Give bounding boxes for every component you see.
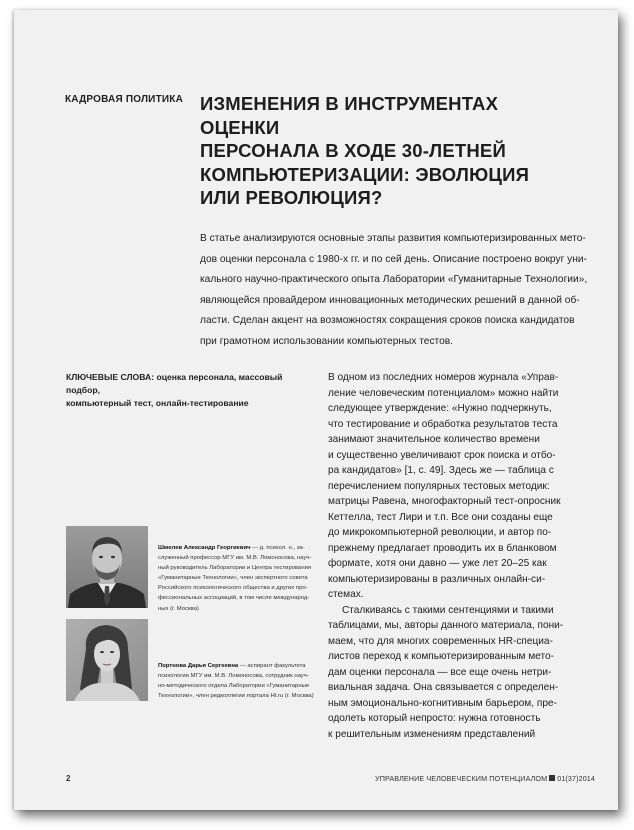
author-bio-shmelev: [158, 543, 328, 614]
bio-line: фессиональных ассоциаций, в том числе международ-: [158, 595, 310, 602]
body-line: прежнему предлагает проводить их в бланковом: [328, 542, 557, 554]
bio-line: «Гуманитарные Технологии», член экспертного совета: [158, 575, 308, 582]
lead-line: при грамотном использовании компьютерных тестов.: [200, 335, 454, 347]
article-lead: [200, 229, 588, 353]
bio-line: [158, 543, 328, 553]
keywords-line: компьютерный тест, онлайн-тестирование: [66, 398, 249, 408]
title-line: ПЕРСОНАЛА В ХОДЕ 30-ЛЕТНЕЙ: [200, 140, 506, 161]
bio-line: [158, 661, 328, 671]
body-line: виальная задача. Она связывается с определен-: [328, 682, 559, 693]
bio-text: — д. психол. н., за-: [250, 545, 305, 551]
author-name: Портнова Дарья Сергеевна: [158, 663, 239, 669]
page-number: 2: [66, 774, 71, 783]
bio-line: психологии МГУ им. М.В. Ломоносова, сотрудник науч-: [158, 673, 309, 680]
author-bio-portnova: [158, 661, 328, 701]
journal-name: УПРАВЛЕНИЕ ЧЕЛОВЕЧЕСКИМ ПОТЕНЦИАЛОМ: [375, 774, 548, 783]
body-paragraph-2: [328, 603, 590, 743]
article-body: [328, 370, 590, 742]
title-line: ИЛИ РЕВОЛЮЦИЯ?: [200, 187, 383, 208]
body-line: Сталкиваясь с такими сентенциями и такими: [342, 604, 554, 616]
body-line: матрицы Равена, многофакторный тест-опросник: [328, 496, 561, 507]
article-title: [200, 92, 580, 210]
body-line: и существенно увеличивают срок поиска и отбо-: [328, 449, 556, 461]
body-line: одолеть который непросто: нужна готовность: [328, 713, 541, 724]
lead-line: дов оценки персонала с 1980-х гг. и по сей день. Описание построено вокруг уни-: [200, 253, 587, 265]
body-line: компьютеризированы в различных онлайн-си-: [328, 573, 546, 585]
journal-footer: [375, 774, 595, 783]
bio-line: Технологии», член редколлегии портала Ht.ru (г. Москва): [158, 693, 314, 700]
body-line: ным эмоционально-когнитивным барьером, пре-: [328, 697, 557, 709]
lead-line: кального научно-практического опыта Лаборатории «Гуманитарные Технологии»,: [200, 274, 588, 286]
body-line: до микрокомпьютерной революции, и автор по-: [328, 527, 552, 538]
lead-line: В статье анализируются основные этапы развития компьютеризированных мето-: [200, 233, 586, 244]
body-line: следующее утверждение: «Нужно подчеркнуть,: [328, 403, 552, 414]
body-paragraph-1: [328, 370, 590, 603]
section-label: КАДРОВАЯ ПОЛИТИКА: [65, 94, 183, 105]
keywords: [66, 371, 306, 410]
author-photo-portnova: [66, 619, 148, 701]
body-line: Кеттелла, тест Лири и т.п. Все они созданы еще: [328, 511, 553, 523]
body-line: к решительным изменениям представлений: [328, 728, 536, 740]
lead-line: ласти. Сделан акцент на возможностях сокращения сроков поиска кандидатов: [200, 315, 575, 327]
bio-text: — аспирант факультета: [238, 663, 306, 669]
body-line: таблицами, мы, авторы данного материала, пони-: [328, 620, 564, 631]
body-line: стемах.: [328, 589, 364, 600]
body-line: перечислением популярных тестовых методик:: [328, 480, 550, 492]
bio-line: ный руководитель Лаборатории и Центра тестирования: [158, 565, 312, 572]
title-line: КОМПЬЮТЕРИЗАЦИИ: ЭВОЛЮЦИЯ: [200, 163, 530, 185]
author-name: Шмелев Александр Георгиевич: [158, 545, 251, 551]
journal-issue: 01(37)2014: [557, 774, 595, 783]
bio-line: но-методического отдела Лаборатории «Гуманитарные: [158, 683, 310, 690]
body-line: листов переход к компьютеризированным мето-: [328, 651, 554, 662]
keywords-line: КЛЮЧЕВЫЕ СЛОВА: оценка персонала, массовый подбор,: [66, 372, 283, 395]
body-line: дам оценки персонала — все еще очень нетри-: [328, 666, 552, 678]
bio-line: служенный профессор МГУ им. М.В. Ломоносова, науч-: [158, 555, 312, 562]
body-line: что тестирование и обработка результатов теста: [328, 418, 558, 430]
bio-line: ных (г. Москва): [158, 605, 199, 612]
body-line: занимают значительное количество времени: [328, 434, 540, 445]
body-line: ление человеческим потенциалом» можно найти: [328, 387, 559, 399]
square-icon: [549, 775, 555, 781]
lead-line: являющейся провайдером инновационных методических решений в данной об-: [200, 294, 580, 306]
bio-line: Российского психологического общества и других про-: [158, 585, 308, 592]
author-photo-shmelev: [66, 526, 148, 608]
body-line: формате, хотя они давно — уже лет 20–25 как: [328, 558, 547, 569]
body-line: ра кандидатов» [1, с. 49]. Здесь же — таблица с: [328, 465, 554, 476]
title-line: ИЗМЕНЕНИЯ В ИНСТРУМЕНТАХ ОЦЕНКИ: [200, 93, 499, 138]
body-line: маем, что для многих современных HR-специа-: [328, 635, 553, 647]
body-line: В одном из последних номеров журнала «Управ-: [328, 372, 559, 383]
